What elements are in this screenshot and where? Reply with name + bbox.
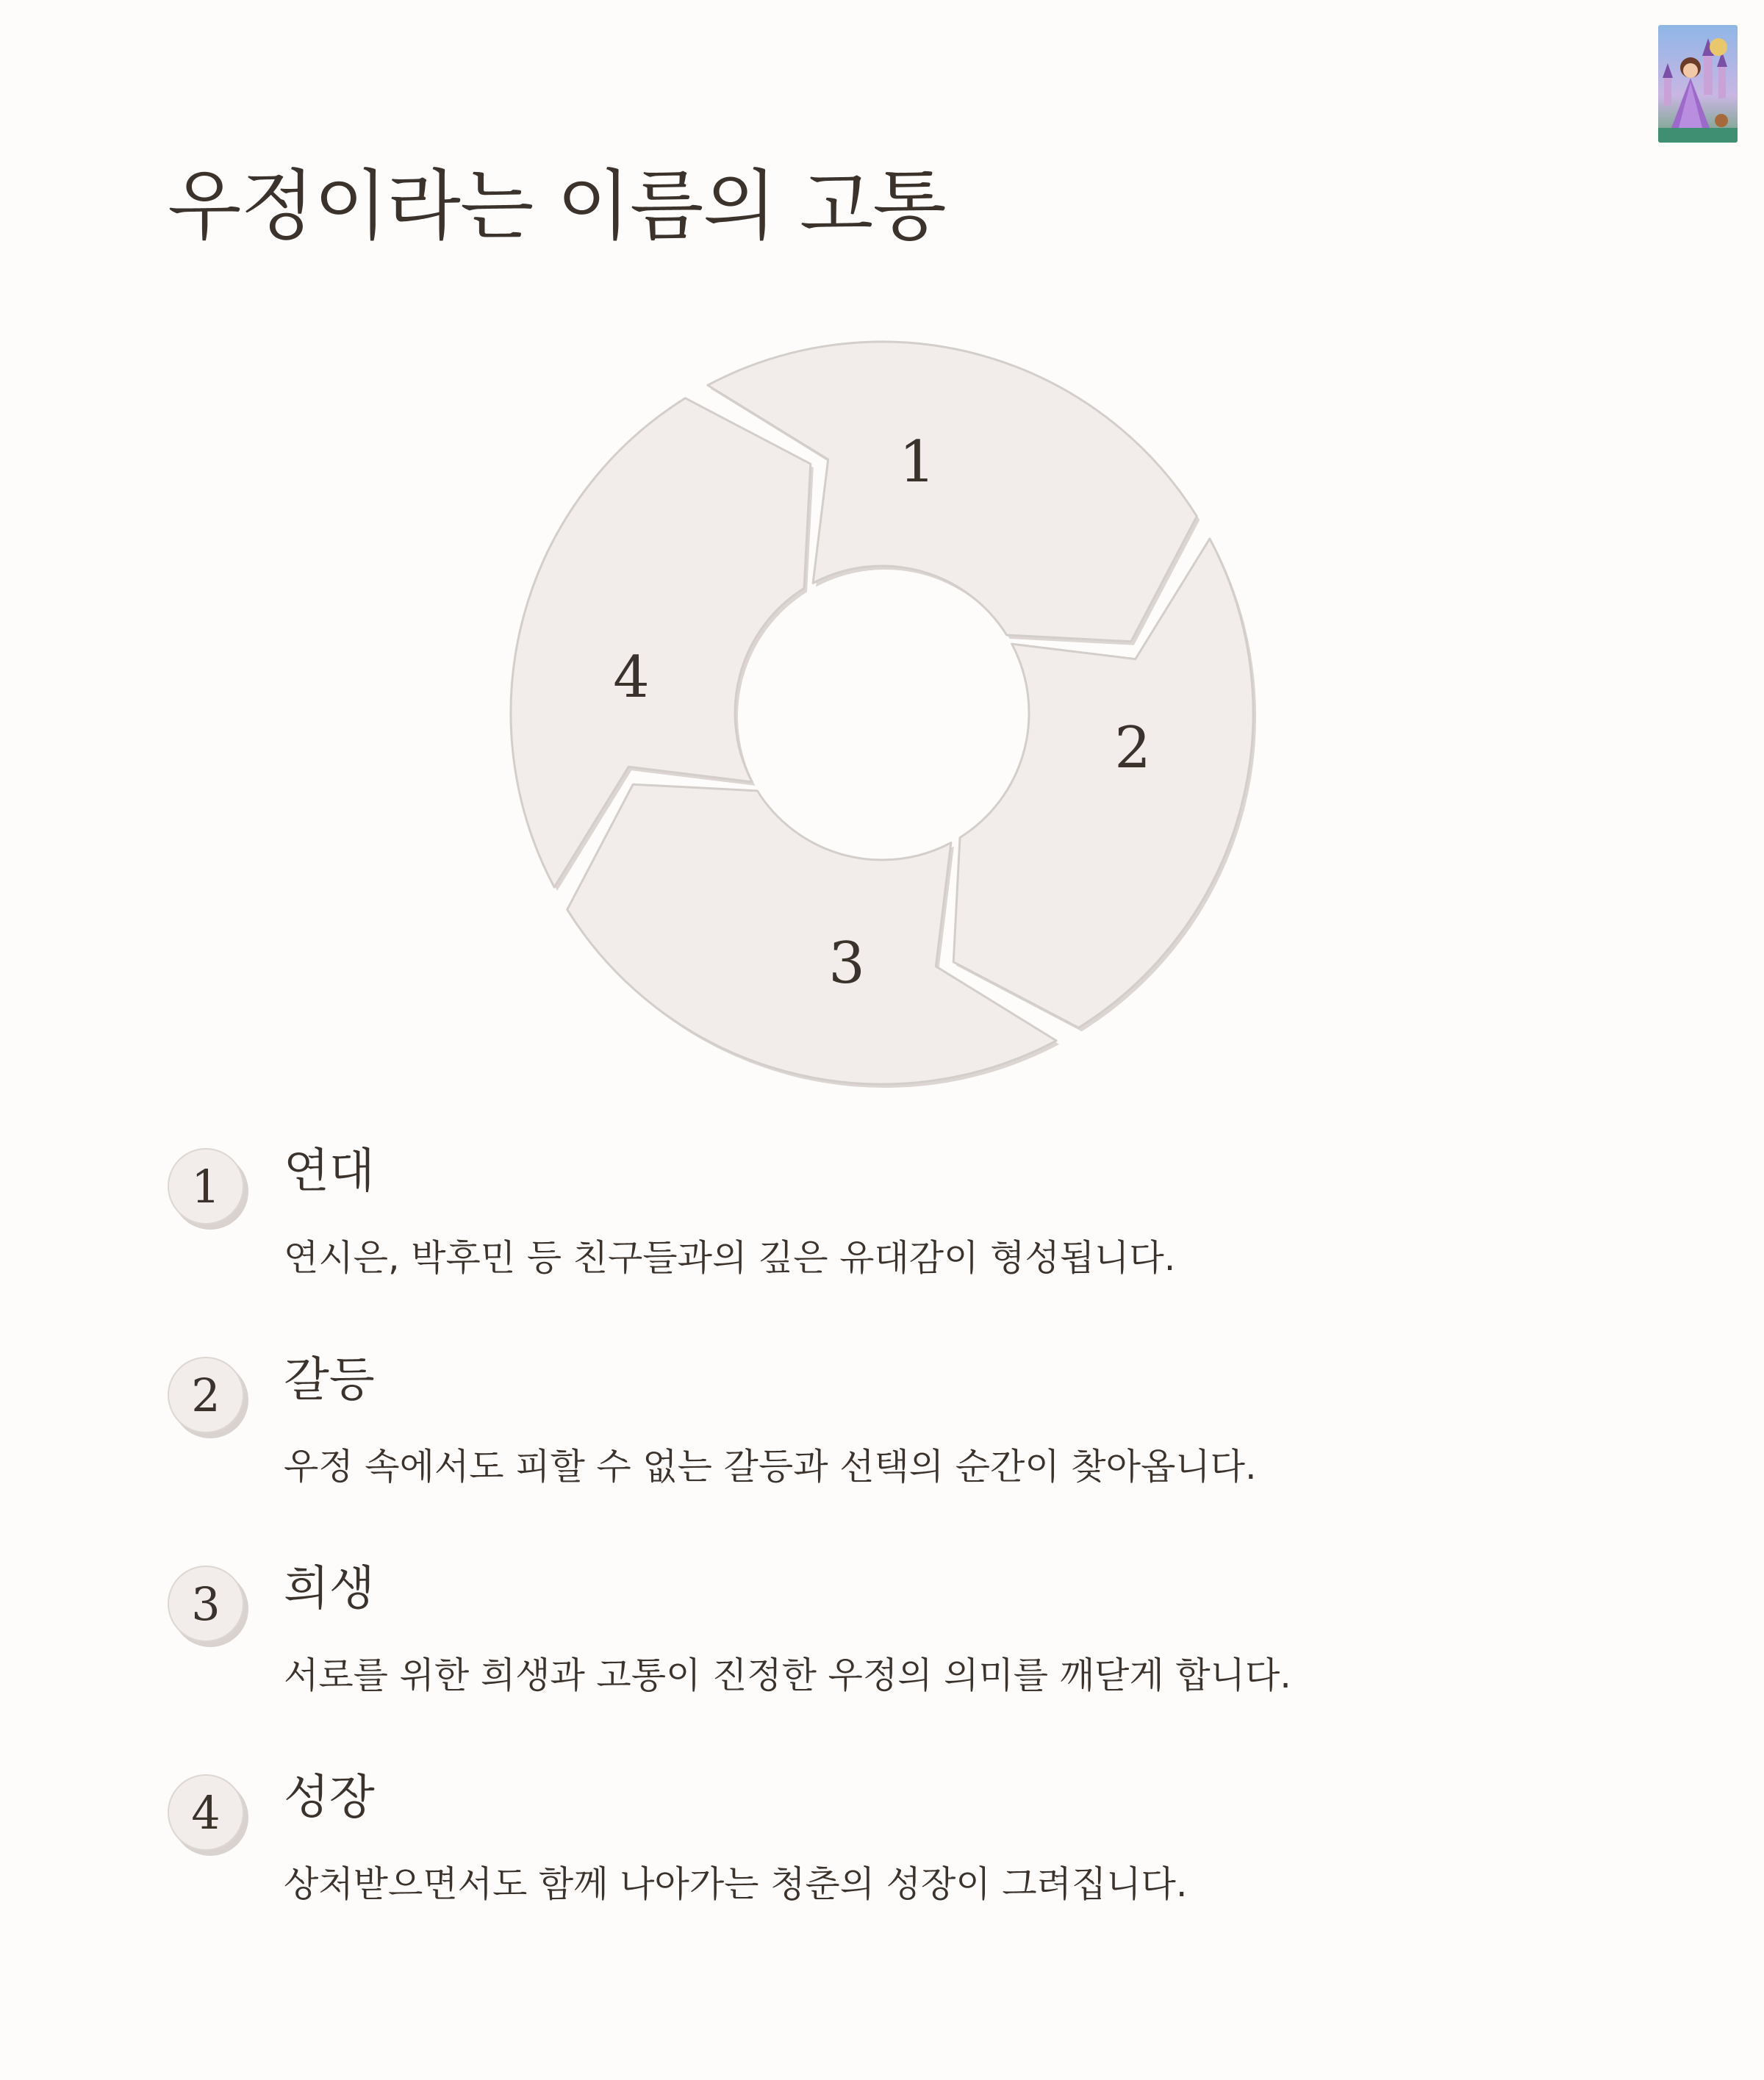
step-number-badge: 4 <box>168 1774 244 1851</box>
step-description: 상처받으면서도 함께 나아가는 청춘의 성장이 그려집니다. <box>284 1863 1188 1905</box>
step-number-badge: 2 <box>168 1357 244 1433</box>
cycle-diagram-graphic <box>500 331 1264 1095</box>
cycle-segment-label-4: 4 <box>613 645 650 711</box>
step-item-2 <box>168 1352 1564 1561</box>
step-number-badge: 1 <box>168 1148 244 1224</box>
step-title: 갈등 <box>284 1353 375 1407</box>
cycle-diagram <box>500 331 1264 1095</box>
cycle-segment-label-3: 3 <box>828 930 865 997</box>
step-item-3 <box>168 1561 1564 1770</box>
step-title: 연대 <box>284 1144 375 1199</box>
step-title: 희생 <box>284 1562 375 1616</box>
page-title: 우정이라는 이름의 고통 <box>168 161 946 251</box>
step-description: 서로를 위한 희생과 고통이 진정한 우정의 의미를 깨닫게 합니다. <box>284 1654 1291 1696</box>
step-description: 연시은, 박후민 등 친구들과의 깊은 유대감이 형성됩니다. <box>284 1237 1176 1279</box>
cycle-segment-label-1: 1 <box>899 428 936 495</box>
step-list <box>168 1144 1564 1979</box>
cycle-segment-label-2: 2 <box>1114 714 1151 781</box>
step-number-badge: 3 <box>168 1566 244 1642</box>
castle-illustration-icon <box>1658 25 1738 143</box>
thumbnail-image <box>1658 25 1738 143</box>
step-item-1 <box>168 1144 1564 1352</box>
step-item-4 <box>168 1770 1564 1979</box>
step-description: 우정 속에서도 피할 수 없는 갈등과 선택의 순간이 찾아옵니다. <box>284 1446 1257 1488</box>
step-title: 성장 <box>284 1771 375 1825</box>
